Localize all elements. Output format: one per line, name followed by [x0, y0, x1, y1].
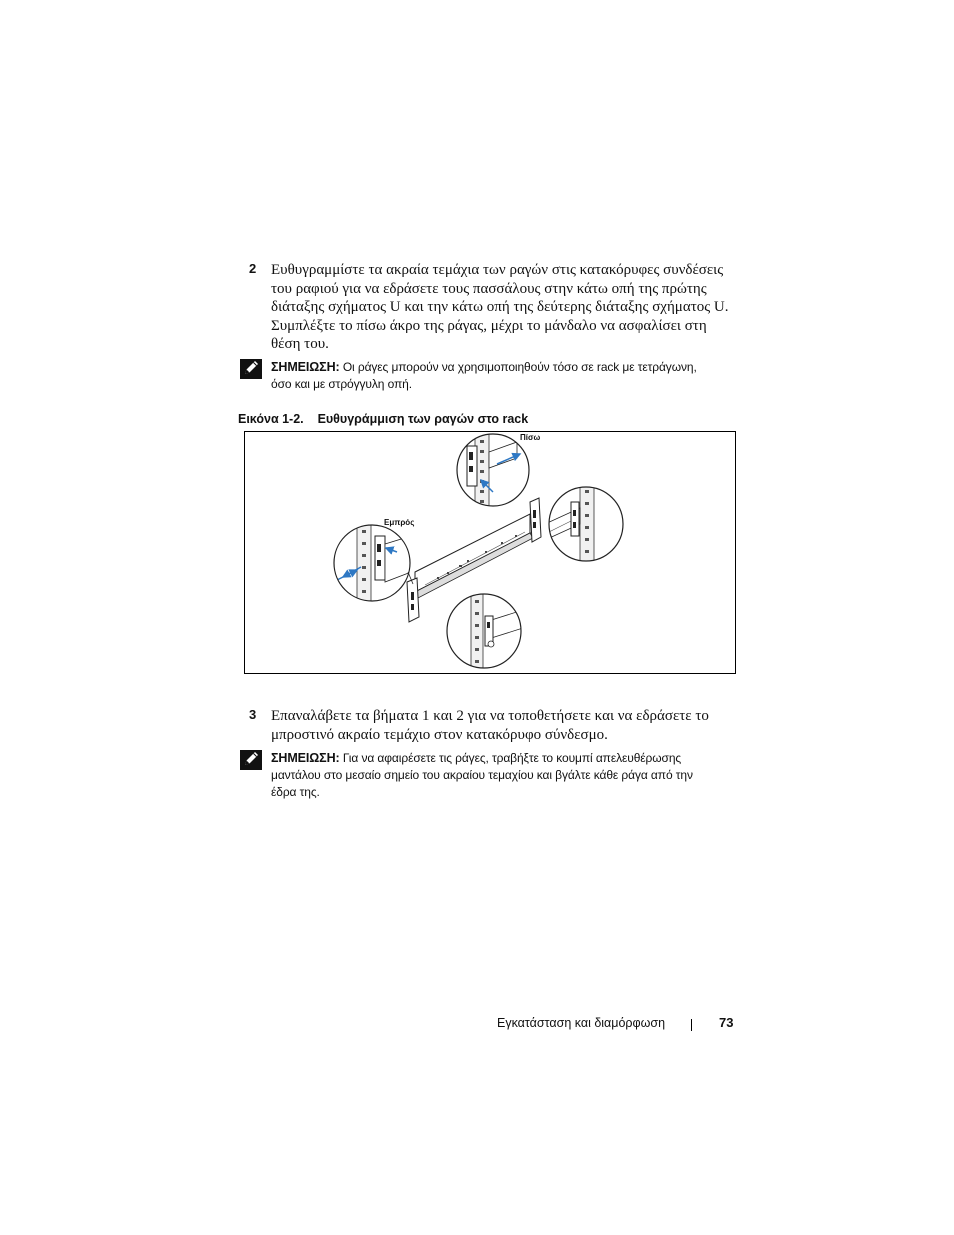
step-line: θέση του.: [271, 336, 329, 353]
front-label: Εμπρός: [384, 518, 415, 527]
page-number: 73: [719, 1015, 734, 1030]
step-line: διάταξης σχήματος U και την κάτω οπή της δεύτερης διάταξης σχήματος U.: [271, 299, 729, 316]
pencil-note-icon: [240, 359, 262, 379]
step-line: μπροστινό ακραίο τεμάχιο στον κατακόρυφο σύνδεσμο.: [271, 726, 608, 743]
note-line: Οι ράγες μπορούν να χρησιμοποιηθούν τόσο σε rack με τετράγωνη,: [342, 360, 697, 374]
note-label: ΣΗΜΕΙΩΣΗ:: [271, 751, 340, 765]
rail-illustration: [245, 432, 734, 672]
rail-alignment-figure: [244, 431, 736, 674]
step-line: Ευθυγραμμίστε τα ακραία τεμάχια των ραγών στις κατακόρυφες συνδέσεις: [271, 262, 724, 278]
rear-detail-circle: [457, 432, 529, 512]
figure-title: Ευθυγράμμιση των ραγών στο rack: [317, 412, 529, 426]
note-line: μαντάλου στο μεσαίο σημείο του ακραίου τεμαχίου και βγάλτε κάθε ράγα από την: [271, 768, 693, 782]
step-line: Συμπλέξτε το πίσω άκρο της ράγας, μέχρι το μάνδαλο να ασφαλίσει στη: [271, 317, 707, 334]
note-line: Για να αφαιρέσετε τις ράγες, τραβήξτε το κουμπί απελευθέρωσης: [342, 751, 682, 765]
note-line: όσο και με στρόγγυλη οπή.: [271, 377, 412, 391]
footer-divider: [691, 1019, 692, 1031]
step-number: 3: [249, 707, 257, 722]
step-2: [249, 261, 739, 357]
rear-label: Πίσω: [520, 433, 541, 442]
step-text: [271, 261, 739, 354]
note-text: [271, 750, 740, 801]
bottom-detail-circle: [447, 592, 523, 672]
step-line: Επαναλάβετε τα βήματα 1 και 2 για να τοποθετήσετε και να εδράσετε το: [271, 708, 709, 724]
note-1: [240, 359, 740, 395]
note-2: [240, 750, 740, 804]
figure-caption: [238, 412, 528, 426]
step-line: του ραφιού για να εδράσετε τους πασσάλους στην κάτω οπή της πρώτης: [271, 280, 707, 297]
right-detail-circle: [545, 482, 623, 567]
figure-number: Εικόνα 1-2.: [238, 412, 304, 426]
footer-section-title: Εγκατάσταση και διαμόρφωση: [497, 1016, 666, 1030]
pencil-note-icon: [240, 750, 262, 770]
step-3: [249, 707, 739, 747]
step-number: 2: [249, 261, 257, 276]
step-text: [271, 707, 739, 744]
note-label: ΣΗΜΕΙΩΣΗ:: [271, 360, 340, 374]
note-text: [271, 359, 740, 393]
front-detail-circle: [334, 522, 413, 607]
note-line: έδρα της.: [271, 785, 320, 799]
